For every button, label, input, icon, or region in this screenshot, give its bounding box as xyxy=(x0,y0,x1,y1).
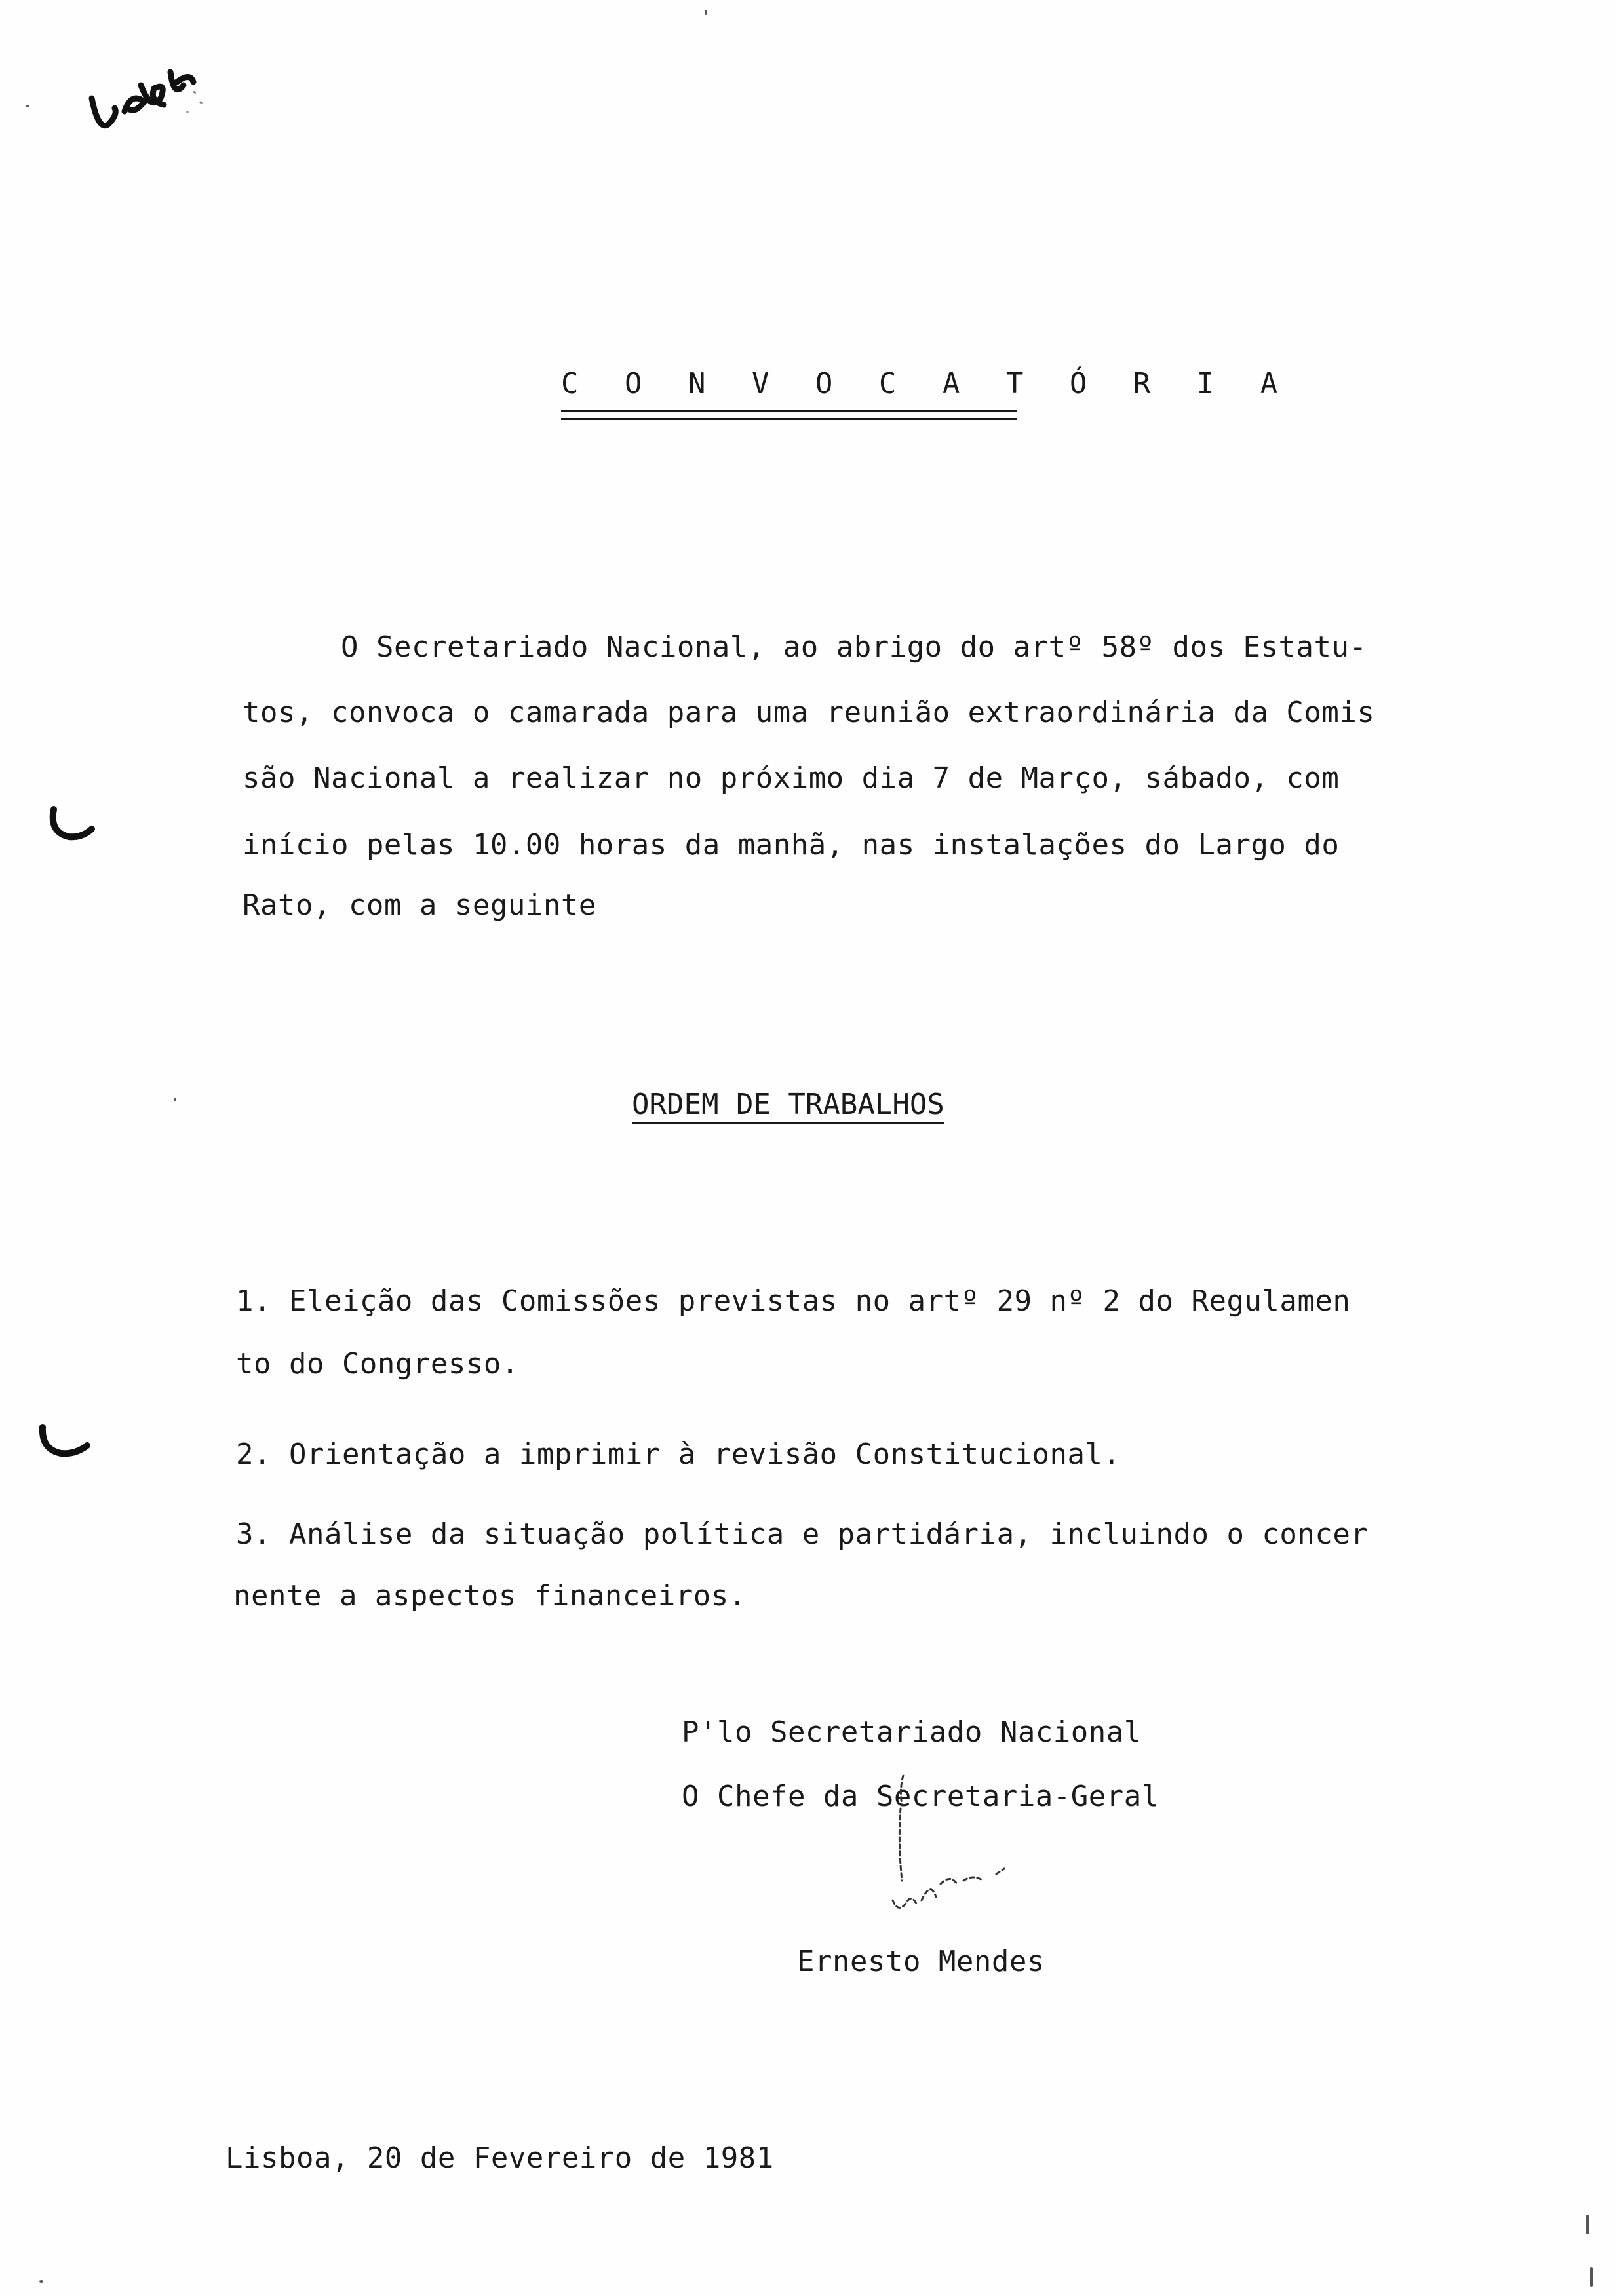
agenda-item-3-line-1: 3. Análise da situação política e partidária, incluindo o concer xyxy=(236,1518,1369,1551)
body-line-1: O Secretariado Nacional, ao abrigo do artº 58º dos Estatu- xyxy=(341,630,1367,664)
body-line-2: tos, convoca o camarada para uma reunião extraordinária da Comis xyxy=(243,696,1375,729)
agenda-item-3-line-2: nente a aspectos financeiros. xyxy=(233,1579,747,1613)
scan-speck xyxy=(1586,2215,1589,2234)
title-underline-bottom xyxy=(561,418,1017,420)
title-underline-top xyxy=(561,410,1017,412)
punch-hole-mark-lower xyxy=(36,1422,95,1468)
handwritten-initials-mark xyxy=(79,46,210,144)
place-and-date: Lisboa, 20 de Fevereiro de 1981 xyxy=(225,2141,774,2175)
agenda-item-2-line-1: 2. Orientação a imprimir à revisão Constitucional. xyxy=(236,1438,1121,1471)
scan-speck xyxy=(1590,2267,1593,2287)
handwritten-signature xyxy=(859,1769,1029,1940)
agenda-heading: ORDEM DE TRABALHOS xyxy=(632,1088,944,1121)
body-line-4: início pelas 10.00 horas da manhã, nas instalações do Largo do xyxy=(243,828,1340,862)
agenda-item-1-line-1: 1. Eleição das Comissões previstas no artº 29 nº 2 do Regulamen xyxy=(236,1284,1351,1318)
body-line-3: são Nacional a realizar no próximo dia 7 de Março, sábado, com xyxy=(243,761,1340,795)
scan-speck xyxy=(26,105,29,107)
document-title: C O N V O C A T Ó R I A xyxy=(561,367,1293,400)
signature-line-1: P'lo Secretariado Nacional xyxy=(682,1715,1142,1749)
scan-speck xyxy=(705,10,707,15)
body-line-5: Rato, com a seguinte xyxy=(243,889,596,922)
scan-speck xyxy=(174,1098,176,1101)
scan-speck xyxy=(39,2280,43,2283)
signatory-name: Ernesto Mendes xyxy=(797,1945,1045,1978)
agenda-item-1-line-2: to do Congresso. xyxy=(236,1347,519,1381)
punch-hole-mark-upper xyxy=(46,803,98,849)
signature-line-2: O Chefe da Secretaria-Geral xyxy=(682,1780,1159,1813)
